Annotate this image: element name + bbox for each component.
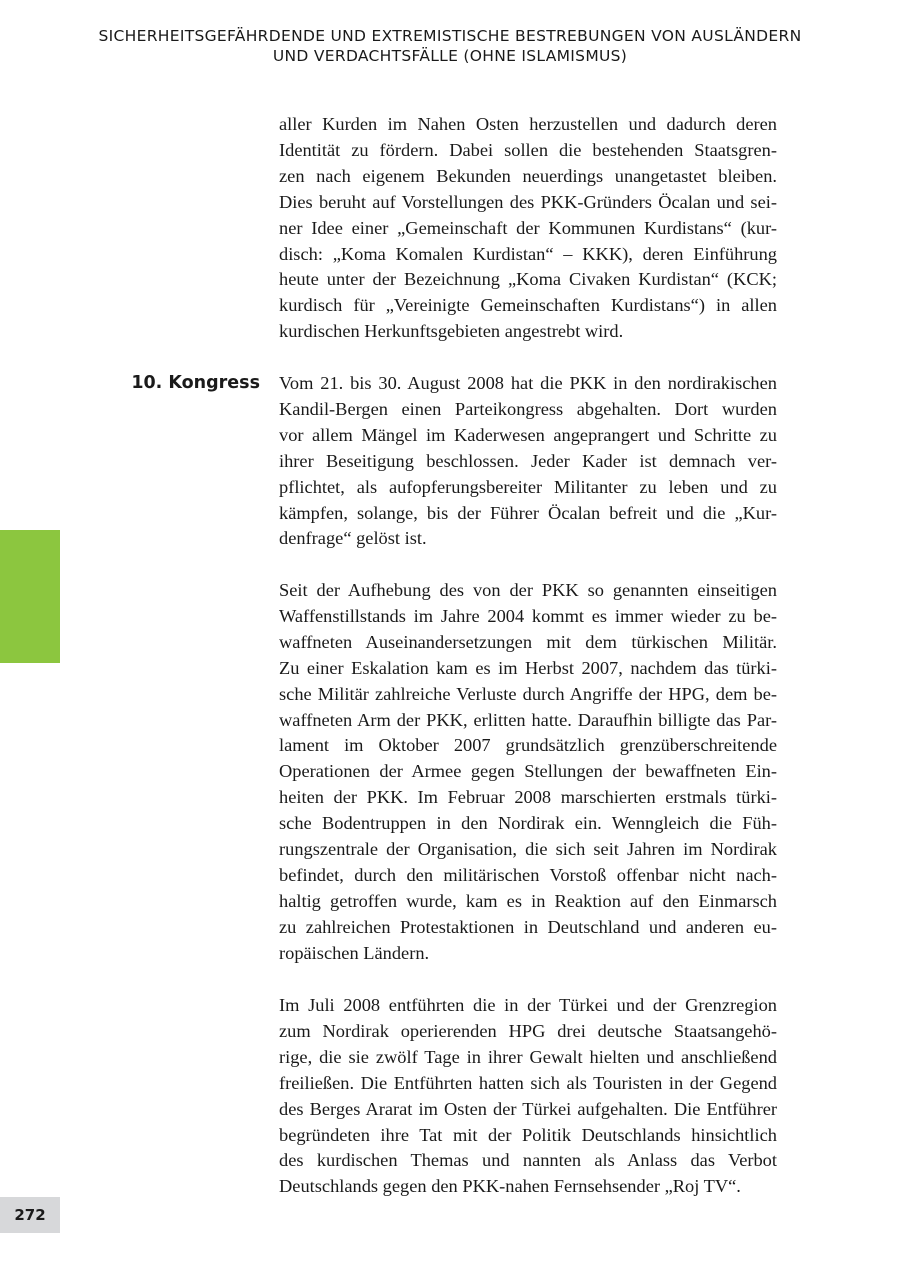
page-number: 272 bbox=[14, 1206, 46, 1224]
paragraph-2 bbox=[279, 371, 777, 552]
text-line: rungszentrale der Organisation, die sich seit Jahren im Nordirak bbox=[279, 839, 777, 860]
text-line: waffneten Arm der PKK, erlitten hatte. Daraufhin billigte das Par- bbox=[279, 709, 777, 730]
text-line: Dies beruht auf Vorstellungen des PKK-Gründers Öcalan und sei- bbox=[279, 191, 777, 212]
page-number-box bbox=[0, 1197, 60, 1233]
paragraph-4 bbox=[279, 993, 777, 1200]
text-line: Identität zu fördern. Dabei sollen die bestehenden Staatsgren- bbox=[279, 139, 777, 160]
text-line: des kurdischen Themas und nannten als Anlass das Verbot bbox=[279, 1150, 777, 1171]
text-line: kämpfen, solange, bis der Führer Öcalan befreit und die „Kur- bbox=[279, 502, 777, 523]
running-head-line-1: SICHERHEITSGEFÄHRDENDE UND EXTREMISTISCHE BESTREBUNGEN VON AUSLÄNDERN bbox=[98, 27, 802, 45]
running-head-line-2: UND VERDACHTSFÄLLE (OHNE ISLAMISMUS) bbox=[272, 47, 628, 65]
text-line: Im Juli 2008 entführten die in der Türkei und der Grenzregion bbox=[279, 995, 777, 1015]
text-line: Zu einer Eskalation kam es im Herbst 2007, nachdem das türki- bbox=[279, 657, 777, 678]
text-line: befindet, durch den militärischen Vorstoß offenbar nicht nach- bbox=[279, 864, 777, 885]
marginal-heading: 10. Kongress bbox=[131, 373, 260, 393]
text-line: disch: „Koma Komalen Kurdistan“ – KKK), deren Einführung bbox=[279, 243, 777, 264]
text-line: freiließen. Die Entführten hatten sich als Touristen in der Gegend bbox=[279, 1072, 777, 1093]
paragraph-3 bbox=[279, 578, 777, 967]
text-line: Seit der Aufhebung des von der PKK so genannten einseitigen bbox=[279, 580, 777, 600]
text-line: zum Nordirak operierenden HPG drei deutsche Staatsangehö- bbox=[279, 1020, 777, 1041]
text-line: heute unter der Bezeichnung „Koma Civaken Kurdistan“ (KCK; bbox=[279, 269, 777, 290]
text-line: Waffenstillstands im Jahre 2004 kommt es immer wieder zu be- bbox=[279, 605, 777, 626]
text-line: ihrer Beseitigung beschlossen. Jeder Kader ist demnach ver- bbox=[279, 450, 777, 471]
text-line: begründeten ihre Tat mit der Politik Deutschlands hinsichtlich bbox=[279, 1124, 777, 1145]
chapter-color-tab bbox=[0, 530, 60, 663]
text-line: kurdisch für „Vereinigte Gemeinschaften Kurdistans“) in allen bbox=[279, 295, 777, 316]
text-line: lament im Oktober 2007 grundsätzlich grenzüberschreitende bbox=[279, 735, 777, 756]
text-line: des Berges Ararat im Osten der Türkei aufgehalten. Die Entführer bbox=[279, 1098, 777, 1119]
text-line: rige, die sie zwölf Tage in ihrer Gewalt hielten und anschließend bbox=[279, 1046, 777, 1067]
text-line: zu zahlreichen Protestaktionen in Deutschland und anderen eu- bbox=[279, 916, 777, 937]
text-line: sche Militär zahlreiche Verluste durch Angriffe der HPG, dem be- bbox=[279, 683, 777, 704]
text-line: heiten der PKK. Im Februar 2008 marschierten erstmals türki- bbox=[279, 787, 777, 808]
running-head bbox=[60, 26, 840, 66]
text-line: pflichtet, als aufopferungsbereiter Militanter zu leben und zu bbox=[279, 476, 777, 497]
text-line: Deutschlands gegen den PKK-nahen Fernsehsender „Roj TV“. bbox=[279, 1176, 741, 1197]
text-line: waffneten Auseinandersetzungen mit dem türkischen Militär. bbox=[279, 631, 777, 652]
text-line: vor allem Mängel im Kaderwesen angeprangert und Schritte zu bbox=[279, 424, 777, 445]
text-line: sche Bodentruppen in den Nordirak ein. Wenngleich die Füh- bbox=[279, 813, 777, 834]
text-line: Operationen der Armee gegen Stellungen der bewaffneten Ein- bbox=[279, 761, 777, 782]
text-line: Kandil-Bergen einen Parteikongress abgehalten. Dort wurden bbox=[279, 398, 777, 419]
text-line: kurdischen Herkunftsgebieten angestrebt wird. bbox=[279, 321, 624, 342]
text-line: denfrage“ gelöst ist. bbox=[279, 528, 427, 549]
text-line: ropäischen Ländern. bbox=[279, 942, 430, 963]
text-line: zen nach eigenem Bekunden neuerdings unangetastet bleiben. bbox=[279, 165, 777, 186]
text-line: haltig getroffen wurde, kam es in Reaktion auf den Einmarsch bbox=[279, 890, 777, 911]
text-line: ner Idee einer „Gemeinschaft der Kommunen Kurdistans“ (kur- bbox=[279, 217, 777, 238]
text-line: Vom 21. bis 30. August 2008 hat die PKK in den nordirakischen bbox=[279, 373, 777, 393]
paragraph-1 bbox=[279, 112, 777, 345]
text-line: aller Kurden im Nahen Osten herzustellen und dadurch deren bbox=[279, 114, 777, 134]
